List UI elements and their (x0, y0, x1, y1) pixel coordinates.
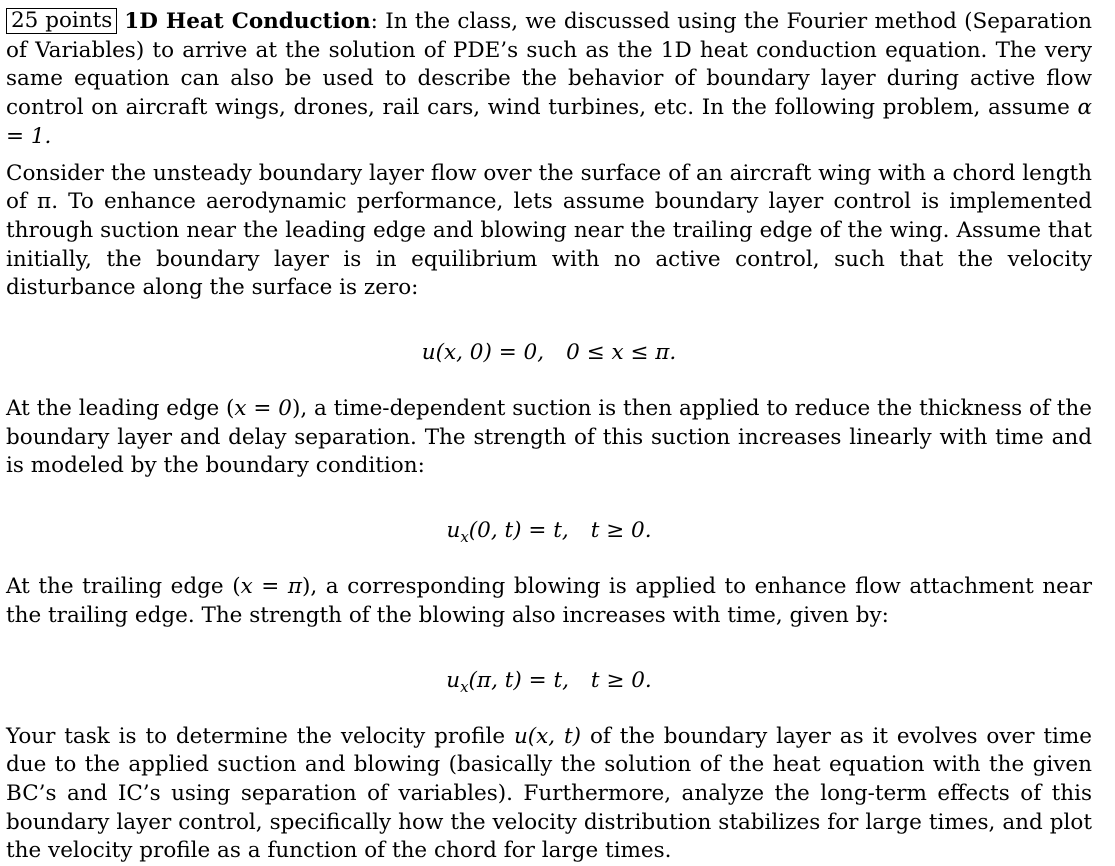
initial-condition-equation (6, 339, 1092, 367)
bc2-condition: t ≥ 0. (590, 667, 652, 693)
initial-condition-range: 0 ≤ x ≤ π. (566, 340, 677, 366)
bc2-u: u (446, 667, 461, 693)
intro-math: α = 1. (6, 95, 1092, 149)
bc2-rest: (π, t) = t, (468, 667, 569, 693)
setup-paragraph: Consider the unsteady boundary layer flow over the surface of an aircraft wing with a chord length of π. To enhance aerodynamic performance, lets assume boundary layer control is implemented through suction near the leading edge and blowing near the trailing edge of the wing. Assume that initially, the boundary layer is in equilibrium with no active control, such that the velocity disturbance along the surface is zero: (6, 160, 1092, 301)
problem-page (6, 8, 1092, 866)
trailing-edge-post: ), a corresponding blowing is applied to enhance flow attachment near the trailing edge. The strength of the blowing also increases with time, given by: (6, 574, 1092, 628)
task-paragraph (6, 723, 1092, 866)
leading-edge-math: x = 0 (234, 396, 292, 422)
bc1-rest: (0, t) = t, (468, 518, 569, 544)
bc1-condition: t ≥ 0. (590, 518, 652, 544)
leading-edge-post: ), a time-dependent suction is then applied to reduce the thickness of the boundary layer and delay separation. The strength of this suction increases linearly with time and is modeled by the boundary condition: (6, 396, 1092, 479)
initial-condition-lhs: u(x, 0) = 0, (421, 340, 545, 366)
leading-edge-pre: At the leading edge ( (6, 396, 235, 422)
intro-text: : In the class, we discussed using the Fourier method (Separation of Variables) to arrive at the solution of PDE’s such as the 1D heat conduction equation. The very same equation can also be used to describe the behavior of boundary layer during active flow control on aircraft wings, drones, rail cars, wind turbines, etc. In the following problem, assume (6, 9, 1092, 121)
trailing-edge-math: x = π (240, 574, 303, 600)
bc1-subscript: x (460, 528, 469, 547)
problem-title: 1D Heat Conduction (124, 9, 371, 34)
bc2-subscript: x (460, 677, 469, 696)
intro-paragraph (6, 8, 1092, 152)
task-post: of the boundary layer as it evolves over time due to the applied suction and blowing (basically the solution of the heat equation with the given BC’s and IC’s using separation of variables). Furthermore, analyze the long-term effects of this boundary layer control, specifically how the velocity distribution stabilizes for large times, and plot the velocity profile as a function of the chord for large times. (6, 723, 1092, 864)
points-badge: 25 points (6, 8, 117, 34)
boundary-condition-1-equation (6, 517, 1092, 545)
trailing-edge-paragraph (6, 573, 1092, 630)
task-pre: Your task is to determine the velocity profile (6, 723, 506, 749)
leading-edge-paragraph (6, 395, 1092, 481)
task-math: u(x, t) (513, 723, 582, 749)
boundary-condition-2-equation (6, 667, 1092, 695)
trailing-edge-pre: At the trailing edge ( (6, 574, 241, 600)
bc1-u: u (446, 518, 461, 544)
